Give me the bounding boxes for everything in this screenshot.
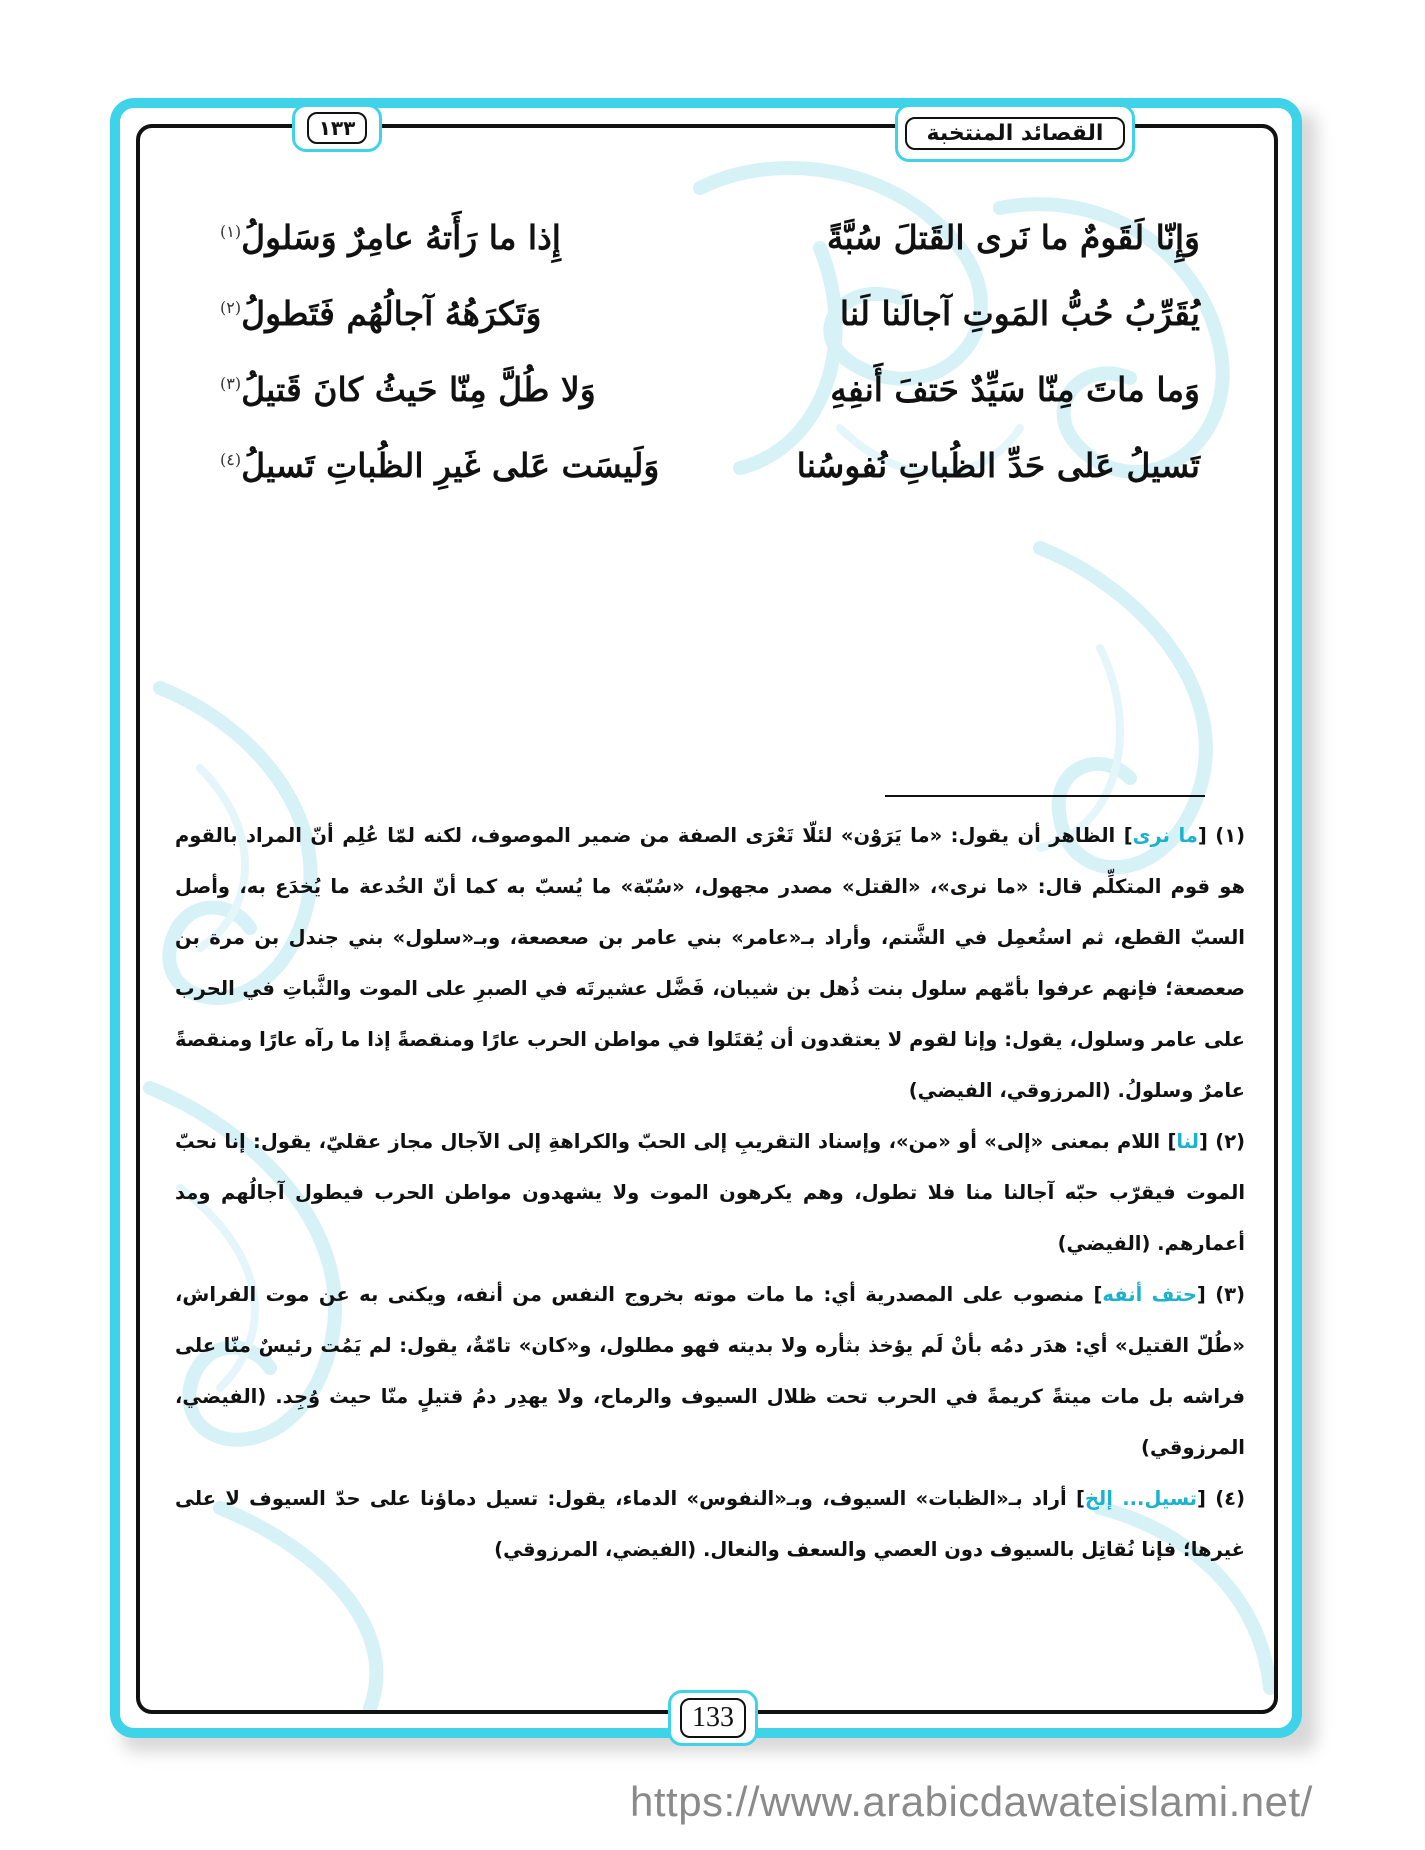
arabic-page-number-tab: [292, 104, 382, 152]
footnote: (٣) [حتف أنفه] منصوب على المصدرية أي: ما مات موته بخروج النفس من أنفه، ويكنى به عن موت الفراش، «طُلّ القتيل» أي: هدَر دمُه بأنْ لَم يؤخذ بثأره ولا بديته فهو مطلول، و«كان» تامّةٌ، يقول: لم يَمُت رئيسٌ منّا على فراشه بل مات ميتةً كريمةً في الحرب تحت ظلال السيوف والرماح، ولا يهدِر دمُ قتيلٍ منّا حيث وُجِد. (الفيضي، المرزوقي): [175, 1283, 1245, 1459]
footnote-marker: (٢): [220, 298, 242, 317]
verse-first-hemistich: يُقَرِّبُ حُبُّ المَوتِ آجالَنا لَنا: [839, 294, 1200, 333]
footnote-text: منصوب على المصدرية أي: ما مات موته بخروج النفس من أنفه، ويكنى به عن موت الفراش، «طُلّ القتيل» أي: هدَر دمُه بأنْ لَم يؤخذ بثأره ولا بديته فهو مطلول، و«كان» تامّةٌ، يقول: لم يَمُت رئيسٌ منّا على فراشه بل مات ميتةً كريمةً في الحرب تحت ظلال السيوف والرماح، ولا يهدِر دمُ قتيلٍ منّا حيث وُجِد. (الفيضي، المرزوقي): [175, 1283, 1245, 1459]
verse-second-text: وَلَيسَت عَلى غَيرِ الظُباتِ تَسيلُ: [241, 446, 660, 485]
footnote-keyword: حتف أنفه: [1102, 1283, 1197, 1306]
footnote-number: (١): [1215, 824, 1246, 847]
footnote-text: الظاهر أن يقول: «ما يَرَوْن» لئلّا تَعْرَى الصفة من ضمير الموصوف، لكنه لمّا عُلِم أنّ المراد بالقوم هو قوم المتكلِّم قال: «ما نرى»، «القتل» مصدر مجهول، «سُبّة» ما يُسبّ به كما أنّ الخُدعة ما يُخدَع به، وأصل السبّ القطع، ثم استُعمِل في الشَّتم، وأراد بـ«عامر» بني عامر بن صعصعة، وبـ«سلول» بني جندل بن مرة بن صعصعة؛ فإنهم عرفوا بأمّهم سلول بنت ذُهل بن شيبان، فَضَّل عشيرتَه في الصبرِ على الموت والثَّباتِ في الحرب على عامر وسلول، يقول: وإنا لقوم لا يعتقدون أن يُقتَلوا في مواطن الحرب عارًا ومنقصةً إذا ما رآه عارًا ومنقصةً عامرٌ وسلولُ. (المرزوقي، الفيضي): [175, 824, 1245, 1102]
footnote-text: اللام بمعنى «إلى» أو «من»، وإسناد التقريبِ إلى الحبّ والكراهةِ إلى الآجال مجاز عقليّ، يقول: إنا نحبّ الموت فيقرّب حبّه آجالنا منا فلا تطول، وهم يكرهون الموت ولا يشهدون مواطن الحرب فيطول آجالُهم ومد أعمارهم. (الفيضي): [175, 1130, 1245, 1255]
footnote-text: أراد بـ«الظبات» السيوف، وبـ«النفوس» الدماء، يقول: تسيل دماؤنا على حدّ السيوف لا على غيرها؛ فإنا نُقاتِل بالسيوف دون العصي والسعف والنعال. (الفيضي، المرزوقي): [175, 1487, 1245, 1561]
book-title-tab: [895, 104, 1135, 162]
book-title: القصائد المنتخبة: [905, 117, 1126, 150]
verse-row: [220, 218, 1200, 294]
footnote-marker: (٣): [220, 374, 242, 393]
verse-first-hemistich: وَما ماتَ مِنّا سَيِّدٌ حَتفَ أَنفِهِ: [830, 370, 1200, 409]
verse-second-text: وَتَكرَهُهُ آجالُهُم فَتَطولُ: [241, 294, 542, 333]
verse-first-hemistich: تَسيلُ عَلى حَدِّ الظُباتِ نُفوسُنا: [796, 446, 1200, 485]
page-number: 133: [680, 1698, 746, 1738]
footnote-marker: (١): [220, 222, 242, 241]
footnote: (١) [ما نرى] الظاهر أن يقول: «ما يَرَوْن» لئلّا تَعْرَى الصفة من ضمير الموصوف، لكنه لمّا عُلِم أنّ المراد بالقوم هو قوم المتكلِّم قال: «ما نرى»، «القتل» مصدر مجهول، «سُبّة» ما يُسبّ به كما أنّ الخُدعة ما يُخدَع به، وأصل السبّ القطع، ثم استُعمِل في الشَّتم، وأراد بـ«عامر» بني عامر بن صعصعة، وبـ«سلول» بني جندل بن مرة بن صعصعة؛ فإنهم عرفوا بأمّهم سلول بنت ذُهل بن شيبان، فَضَّل عشيرتَه في الصبرِ على الموت والثَّباتِ في الحرب على عامر وسلول، يقول: وإنا لقوم لا يعتقدون أن يُقتَلوا في مواطن الحرب عارًا ومنقصةً إذا ما رآه عارًا ومنقصةً عامرٌ وسلولُ. (المرزوقي، الفيضي): [175, 824, 1246, 1102]
footnotes-section: [175, 810, 1245, 1575]
verse-second-hemistich: [220, 218, 690, 257]
verse-second-text: وَلا طُلَّ مِنّا حَيثُ كانَ قَتيلُ: [241, 370, 596, 409]
footnote-keyword: لنا: [1176, 1130, 1199, 1153]
footnote-keyword: تسيل... إلخ: [1084, 1487, 1197, 1510]
verse-second-text: إِذا ما رَأَتهُ عامِرٌ وَسَلولُ: [241, 218, 561, 257]
arabic-page-number: ١٣٣: [307, 112, 368, 144]
footnote-number: (٣): [1215, 1283, 1245, 1306]
verse-second-hemistich: [220, 370, 690, 409]
footnote-divider: [885, 795, 1205, 797]
poem-verses: [220, 218, 1200, 522]
footnote: (٤) [تسيل... إلخ] أراد بـ«الظبات» السيوف، وبـ«النفوس» الدماء، يقول: تسيل دماؤنا على حدّ السيوف لا على غيرها؛ فإنا نُقاتِل بالسيوف دون العصي والسعف والنعال. (الفيضي، المرزوقي): [175, 1487, 1245, 1561]
footnote-number: (٢): [1215, 1130, 1246, 1153]
footnote-number: (٤): [1215, 1487, 1245, 1510]
verse-first-hemistich: وَإِنّا لَقَومٌ ما نَرى القَتلَ سُبَّةً: [826, 218, 1200, 257]
verse-second-hemistich: [220, 446, 690, 485]
footnote: (٢) [لنا] اللام بمعنى «إلى» أو «من»، وإسناد التقريبِ إلى الحبّ والكراهةِ إلى الآجال مجاز عقليّ، يقول: إنا نحبّ الموت فيقرّب حبّه آجالنا منا فلا تطول، وهم يكرهون الموت ولا يشهدون مواطن الحرب فيطول آجالُهم ومد أعمارهم. (الفيضي): [175, 1130, 1246, 1255]
verse-row: [220, 446, 1200, 522]
page-number-tab: [668, 1690, 758, 1746]
verse-second-hemistich: [220, 294, 690, 333]
footnote-keyword: ما نرى: [1132, 824, 1198, 847]
website-url[interactable]: https://www.arabicdawateislami.net/: [630, 1778, 1313, 1825]
verse-row: [220, 294, 1200, 370]
footnote-marker: (٤): [220, 450, 242, 469]
verse-row: [220, 370, 1200, 446]
